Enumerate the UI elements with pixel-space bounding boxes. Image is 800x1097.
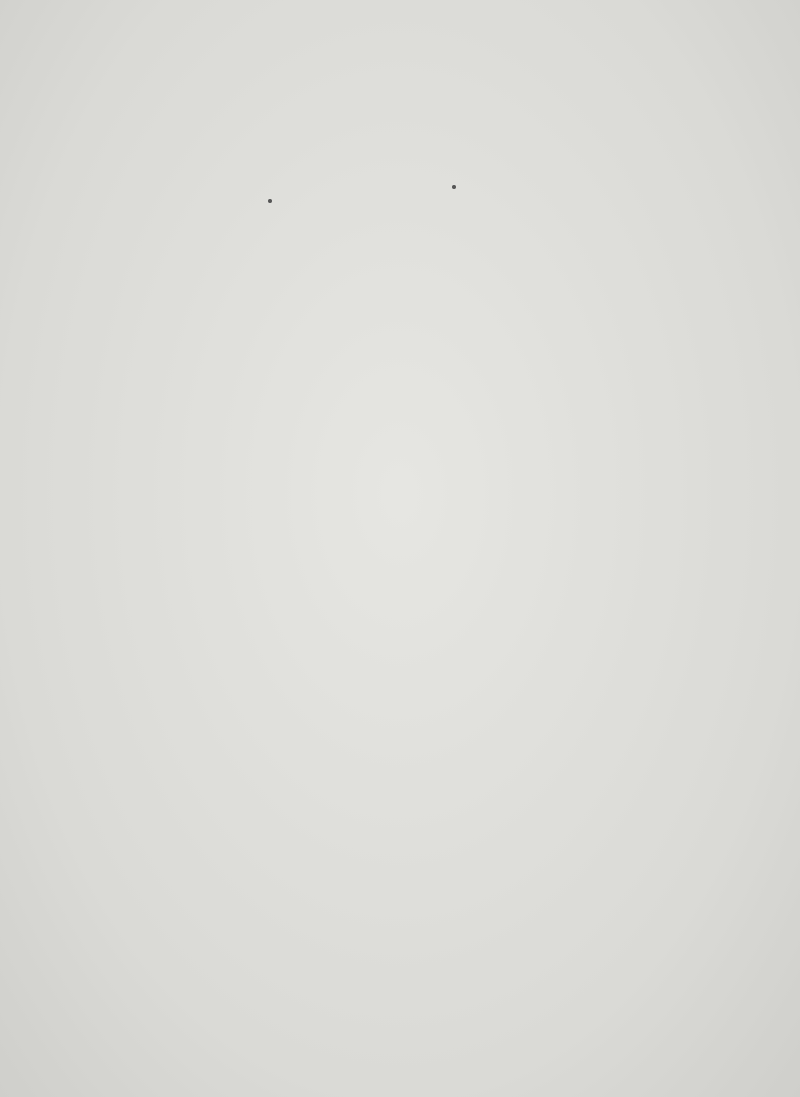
chapter-xiv: [0, 925, 800, 940]
chapter-xiii: [0, 676, 800, 691]
ink-speck: [452, 185, 456, 189]
ink-speck: [268, 199, 272, 203]
chapter-xii: [0, 220, 800, 234]
